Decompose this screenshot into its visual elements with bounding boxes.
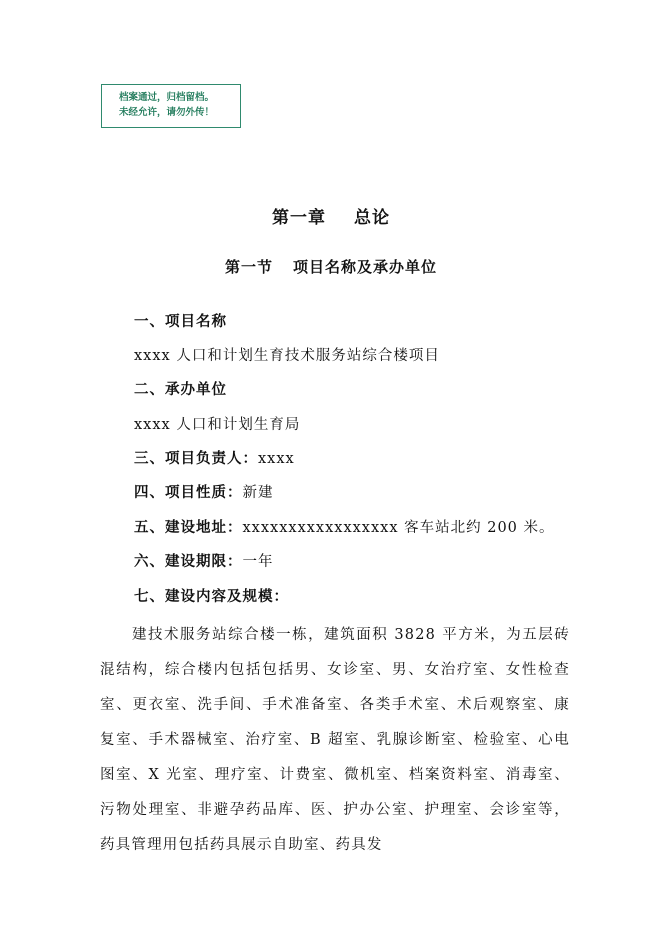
item-4 <box>134 481 274 502</box>
item-6-heading: 六、建设期限： <box>134 554 243 570</box>
item-2-heading: 二、承办单位 <box>134 382 227 398</box>
construction-content-paragraph: 建技术服务站综合楼一栋，建筑面积 3828 平方米，为五层砖混结构，综合楼内包括包括男、女诊室、男、女治疗室、女性检查室、更衣室、洗手间、手术准备室、各类手术室、术后观察室、康复室、手术器械室、治疗室、B 超室、乳腺诊断室、检验室、心电图室、X 光室、理疗室、计费室、微机室、档案资料室、消毒室、污物处理室、非避孕药品库、医、护办公室、护理室、会诊室等，药具管理用包括药具展示自助室、药具发 <box>100 627 570 853</box>
section-title: 项目名称及承办单位 <box>293 258 438 276</box>
item-2-value: xxxx 人口和计划生育局 <box>134 417 301 433</box>
stamp-line-2: 未经允许，请勿外传！ <box>119 107 215 118</box>
item-1-heading: 一、项目名称 <box>134 314 227 330</box>
item-6-value: 一年 <box>242 554 274 570</box>
item-4-value: 新建 <box>242 485 274 501</box>
item-3-value: xxxx <box>258 451 295 467</box>
item-6 <box>134 550 274 571</box>
section-heading <box>0 256 662 277</box>
chapter-heading <box>0 203 662 228</box>
item-7-heading: 七、建设内容及规模： <box>134 589 289 605</box>
item-3-heading: 三、项目负责人： <box>134 451 258 467</box>
chapter-number: 第一章 <box>272 208 326 228</box>
stamp-line-1: 档案通过，归档留档。 <box>119 92 215 103</box>
archive-stamp <box>101 84 241 128</box>
chapter-title: 总论 <box>354 208 390 228</box>
section-number: 第一节 <box>224 258 273 276</box>
item-4-heading: 四、项目性质： <box>134 485 243 501</box>
item-5 <box>134 516 555 537</box>
item-3 <box>134 447 295 468</box>
item-5-heading: 五、建设地址： <box>134 520 243 536</box>
item-1-value: xxxx 人口和计划生育技术服务站综合楼项目 <box>134 348 440 364</box>
item-5-value: xxxxxxxxxxxxxxxxx 客车站北约 200 米。 <box>242 520 555 536</box>
